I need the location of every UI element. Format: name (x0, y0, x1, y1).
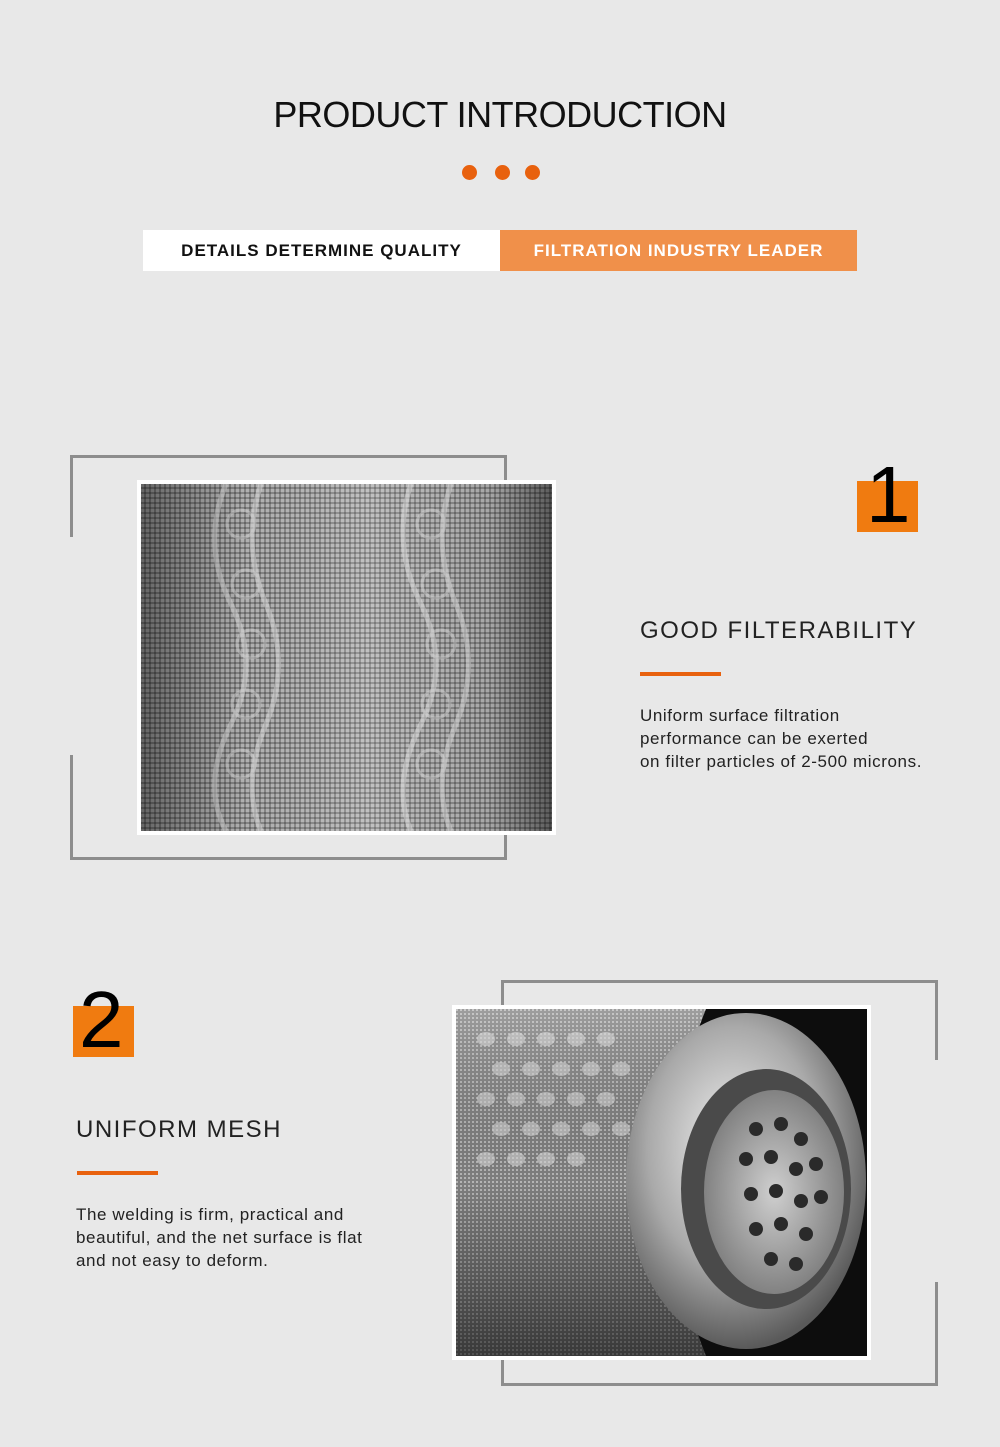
feature-1-rule (640, 672, 721, 676)
feature-1-description (640, 704, 922, 773)
feature-2-desc-line: The welding is firm, practical and (76, 1205, 344, 1224)
dot-icon (462, 165, 477, 180)
tagline-left: DETAILS DETERMINE QUALITY (143, 230, 500, 271)
feature-1-desc-line: on filter particles of 2-500 microns. (640, 752, 923, 771)
tagline-bar (143, 230, 857, 271)
feature-1-number: 1 (866, 450, 911, 539)
feature-2-desc-line: and not easy to deform. (76, 1251, 269, 1270)
filter-cartridge-photo (452, 1005, 871, 1360)
feature-1-title: GOOD FILTERABILITY (640, 617, 918, 644)
dot-icon (495, 165, 510, 180)
feature-2-rule (77, 1171, 158, 1175)
feature-1-desc-line: performance can be exerted (640, 729, 869, 748)
decorative-dots (462, 165, 542, 181)
tagline-right: FILTRATION INDUSTRY LEADER (500, 230, 857, 271)
mesh-image-icon (141, 484, 552, 831)
page-title: PRODUCT INTRODUCTION (273, 94, 727, 135)
feature-2-desc-line: beautiful, and the net surface is flat (76, 1228, 363, 1247)
feature-2-number: 2 (79, 975, 124, 1064)
dot-icon (525, 165, 540, 180)
woven-mesh-photo (137, 480, 556, 835)
feature-2-description (76, 1203, 362, 1272)
feature-1-desc-line: Uniform surface filtration (640, 706, 840, 725)
cartridge-image-icon (456, 1009, 867, 1356)
feature-2-title: UNIFORM MESH (76, 1116, 282, 1143)
